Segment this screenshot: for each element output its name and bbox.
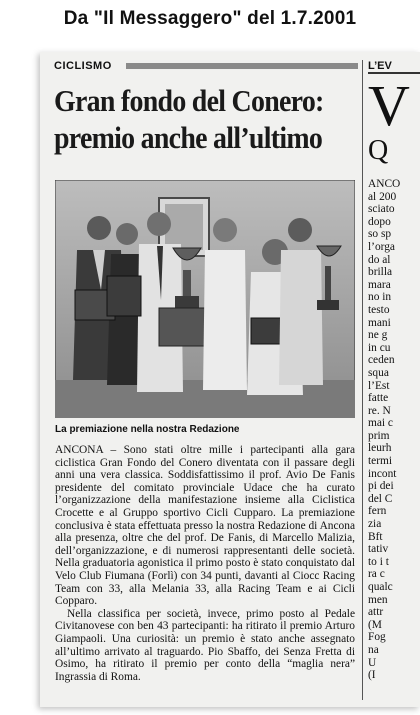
adjacent-line: brilla	[368, 266, 393, 279]
adjacent-line: so sp	[368, 228, 392, 241]
adjacent-headline: V	[368, 73, 410, 138]
title-line-1: Gran fondo del Conero:	[54, 83, 324, 118]
adjacent-line: no in	[368, 291, 392, 304]
adjacent-line: ANCO	[368, 178, 401, 190]
page-header: Da "Il Messaggero" del 1.7.2001	[63, 8, 357, 29]
group-photo-illustration	[55, 180, 355, 418]
adjacent-line: do al	[368, 253, 391, 266]
adjacent-line: ne g	[368, 329, 388, 342]
adjacent-line: attr	[368, 606, 384, 619]
adjacent-line: fern	[368, 505, 387, 518]
adjacent-line: U	[368, 656, 377, 669]
adjacent-line: mai c	[368, 417, 393, 430]
adjacent-line: pi dei	[368, 480, 394, 493]
adjacent-line: qualc	[368, 581, 393, 593]
section-kicker-row	[54, 60, 358, 74]
title-line-2: premio anche all’ultimo	[54, 120, 323, 155]
adjacent-line: dopo	[368, 215, 391, 228]
adjacent-line: ceden	[368, 354, 395, 367]
newspaper-clipping	[40, 52, 420, 707]
adjacent-line: Fog	[368, 631, 386, 644]
photo-caption: La premiazione nella nostra Redazione	[55, 424, 240, 435]
main-article	[54, 60, 358, 683]
article-title	[54, 82, 360, 156]
adjacent-line: squa	[368, 366, 389, 379]
adjacent-line: leurh	[368, 442, 392, 455]
adjacent-line: l’Est	[368, 379, 390, 392]
column-divider	[362, 60, 363, 700]
adjacent-line: men	[368, 593, 388, 606]
adjacent-line: to i t	[368, 555, 389, 568]
adjacent-kicker: L’EV	[368, 60, 420, 74]
article-body	[55, 444, 355, 683]
adjacent-line: mani	[368, 316, 391, 329]
adjacent-line: Bft	[368, 530, 383, 543]
adjacent-line: al 200	[368, 190, 397, 203]
adjacent-line: in cu	[368, 341, 391, 354]
award-ceremony-photo	[55, 180, 355, 418]
adjacent-article-fragment	[368, 60, 420, 682]
adjacent-line: prim	[368, 429, 390, 442]
adjacent-line: del C	[368, 492, 393, 505]
adjacent-line: re. N	[368, 404, 391, 417]
adjacent-line: fatte	[368, 392, 389, 405]
article-paragraph-1: ANCONA – Sono stati oltre mille i partecipanti alla gara ciclistica Gran Fondo del Conero diventata con il passare degli anni una vera classica. Soddisfattissimo il prof. Avio De Fanis presidente del comitato provinciale Udace che ha curato l’organizzazione della manifestazione insieme alla Ciclistica Crocette e al Gruppo sportivo Cicli Cupparo. La premiazione conclusiva è stata effettuata presso la nostra Redazione di Ancona alla presenza, oltre che del prof. De Fanis, di Marcello Malizia, dell’organizzazione, e di numerosi rappresentanti delle società. Nella graduatoria agonistica il primo posto è stato conquistato dal Velo Club Fiumana (Forlì) con 34 punti, davanti al Ciocc Racing Team con 33, alla Melania 33, alla Racing Team e ai Cicli Copparo.	[55, 444, 355, 608]
section-kicker: CICLISMO	[54, 60, 116, 72]
adjacent-line: na	[368, 643, 379, 656]
adjacent-line: l’orga	[368, 240, 395, 253]
adjacent-line: tativ	[368, 543, 389, 556]
adjacent-line: ra c	[368, 568, 385, 581]
adjacent-line: (I	[368, 669, 376, 682]
adjacent-line: (M	[368, 618, 382, 631]
kicker-rule	[126, 63, 358, 69]
adjacent-line: termi	[368, 455, 393, 468]
adjacent-line: zia	[368, 518, 382, 531]
adjacent-text-lines	[368, 178, 420, 682]
adjacent-line: incont	[368, 467, 397, 480]
adjacent-line: sciato	[368, 203, 395, 216]
article-paragraph-2: Nella classifica per società, invece, primo posto al Pedale Civitanovese con ben 43 partecipanti: ha ritirato il premio Arturo Giampaoli. Una curiosità: un premio è stato anche assegnato all’ultimo arrivato al traguardo. Pio Sbaffo, dei Senza Fretta di Osimo, ha ritirato il premio per conto della “maglia nera” Ingrassia di Roma.	[55, 607, 355, 683]
adjacent-subhead: Q	[368, 135, 389, 166]
adjacent-line: testo	[368, 303, 390, 316]
adjacent-line: mara	[368, 278, 391, 291]
